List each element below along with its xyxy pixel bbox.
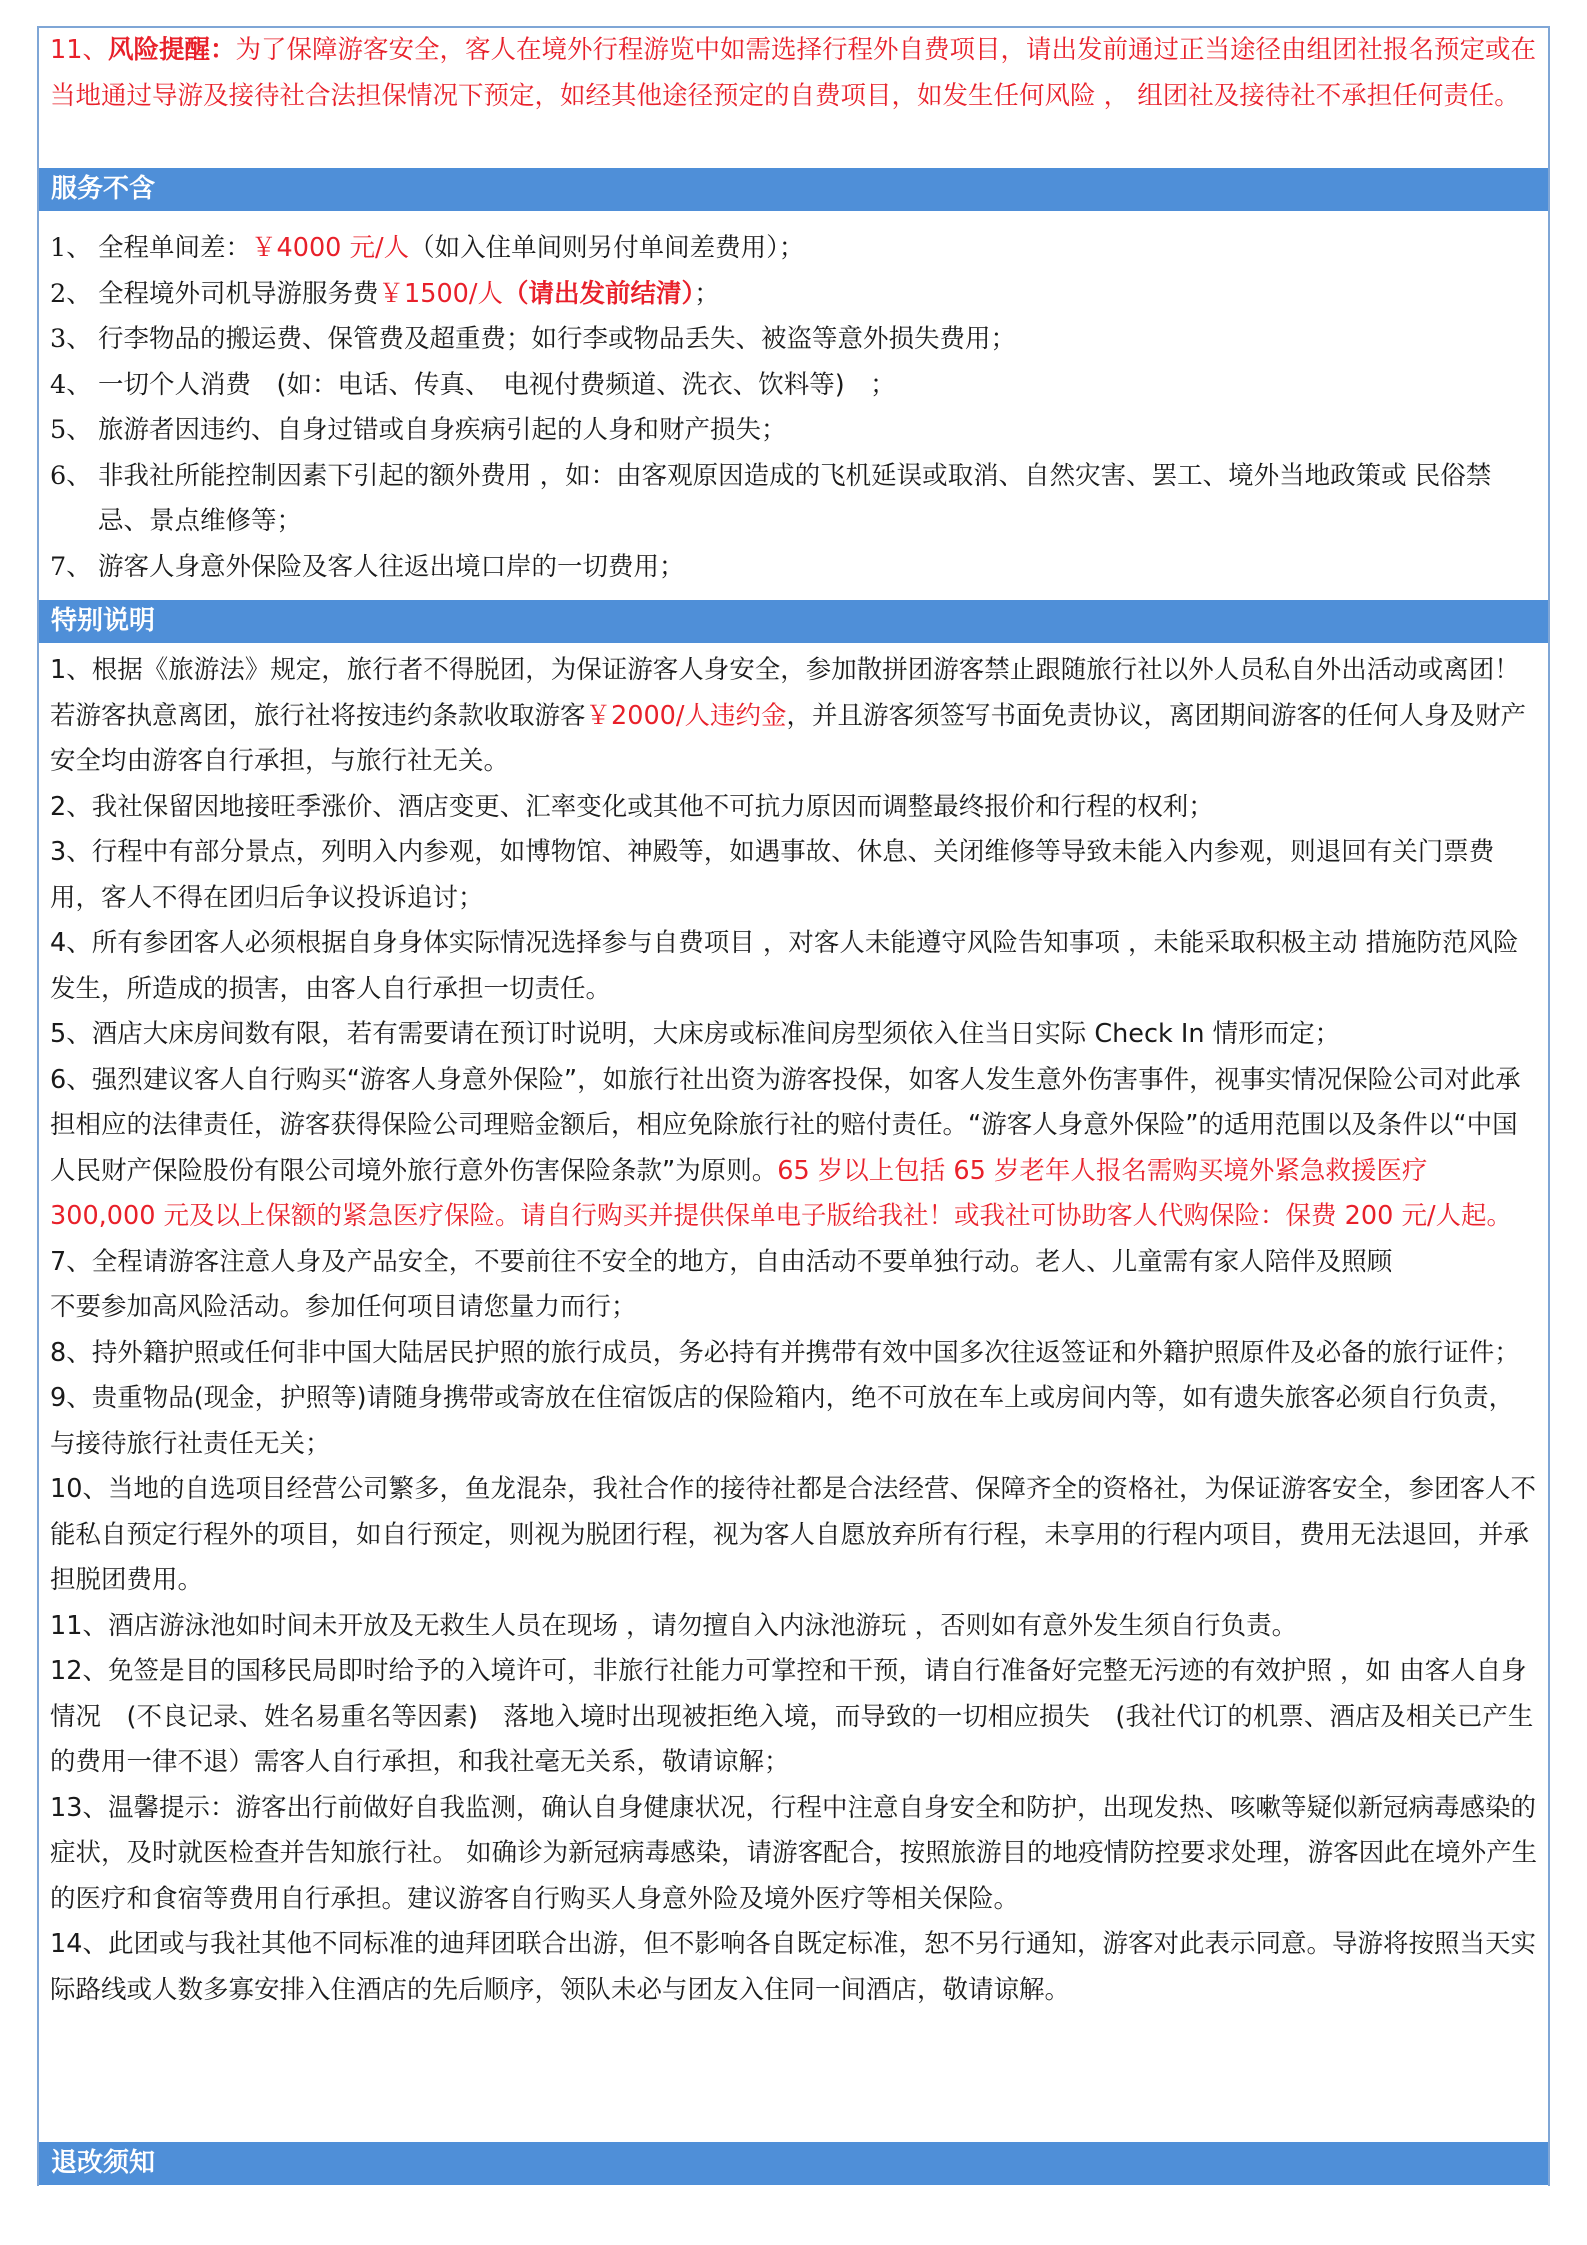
list-item: 4、 一切个人消费 (如：电话、传真、 电视付费频道、洗衣、饮料等) ； [50, 369, 896, 400]
note-13: 13、温馨提示：游客出行前做好自我监测，确认自身健康状况，行程中注意自身安全和防护，出现发热、咳嗽等疑似新冠病毒感染的症状，及时就医检查并告知旅行社。 如确诊为新冠病毒感染，请游客配合，按照旅游目的地疫情防控要求处理，游客因此在境外产生的医疗和食宿等费用自行承担。建议游客自行购买人身意外险及境外医疗等相关保险。 [50, 1792, 1538, 1914]
section-header-refund-policy: 退改须知 [39, 2142, 1548, 2185]
note-7a: 7、全程请游客注意人身及产品安全，不要前往不安全的地方，自由活动不要单独行动。老人、儿童需有家人陪伴及照顾 [50, 1246, 1393, 1277]
risk-notice-label: 风险提醒： [107, 35, 236, 65]
note-5: 5、酒店大床房间数有限，若有需要请在预订时说明，大床房或标准间房型须依入住当日实际 Check In 情形而定； [50, 1019, 1341, 1049]
note-10: 10、当地的自选项目经营公司繁多，鱼龙混杂，我社合作的接待社都是合法经营、保障齐全的资格社，为保证游客安全，参团客人不能私自预定行程外的项目，如自行预定，则视为脱团行程，视为客人自愿放弃所有行程，未享用的行程内项目，费用无法退回，并承担脱团费用。 [50, 1474, 1536, 1595]
section-header-not-included: 服务不含 [39, 168, 1548, 211]
note-8: 8、持外籍护照或任何非中国大陆居民护照的旅行成员，务必持有并携带有效中国多次往返签证和外籍护照原件及必备的旅行证件； [50, 1337, 1520, 1368]
special-notes [50, 648, 1538, 2013]
list-item: 2、 全程境外司机导游服务费￥1500/人（请出发前结清）； [50, 278, 720, 309]
note-12: 12、免签是目的国移民局即时给予的入境许可，非旅行社能力可掌控和干预，请自行准备好完整无污迹的有效护照 ，如 由客人自身情况 (不良记录、姓名易重名等因素) 落地入境时出现被拒绝入境，而导致的一切相应损失 (我社代订的机票、酒店及相关已产生的费用一律不退）需客人自行承担，和我社毫无关系，敬请谅解； [50, 1656, 1534, 1777]
note-7b: 不要参加高风险活动。参加任何项目请您量力而行； [50, 1292, 637, 1322]
note-1: 1、根据《旅游法》规定，旅行者不得脱团，为保证游客人身安全，参加散拼团游客禁止跟随旅行社以外人员私自外出活动或离团！若游客执意离团，旅行社将按违约条款收取游客￥2000/人违约金，并且游客须签写书面免责协议，离团期间游客的任何人身及财产安全均由游客自行承担，与旅行社无关。 [50, 655, 1527, 776]
note-3: 3、行程中有部分景点，列明入内参观，如博物馆、神殿等，如遇事故、休息、关闭维修等导致未能入内参观，则退回有关门票费用，客人不得在团归后争议投诉追讨； [50, 837, 1495, 913]
note-6: 6、强烈建议客人自行购买“游客人身意外保险”，如旅行社出资为游客投保，如客人发生意外伤害事件，视事实情况保险公司对此承担相应的法律责任，游客获得保险公司理赔金额后，相应免除旅行社的赔付责任。“游客人身意外保险”的适用范围以及条件以“中国人民财产保险股份有限公司境外旅行意外伤害保险条款”为原则。65 岁以上包括 65 岁老年人报名需购买境外紧急救援医疗 300,000 元及以上保额的紧急医疗保险。请自行购买并提供保单电子版给我社！或我社可协助客人代购保险：保费 200 元/人起。 [50, 1064, 1521, 1231]
list-item: 6、 非我社所能控制因素下引起的额外费用 ，如：由客观原因造成的飞机延误或取消、自然灾害、罢工、境外当地政策或 民俗禁忌、景点维修等； [50, 460, 1492, 536]
note-14: 14、此团或与我社其他不同标准的迪拜团联合出游，但不影响各自既定标准，恕不另行通知，游客对此表示同意。导游将按照当天实际路线或人数多寡安排入住酒店的先后顺序，领队未必与团友入住同一间酒店，敬请谅解。 [50, 1929, 1536, 2005]
risk-notice-number: 11、 [50, 35, 108, 65]
list-item: 7、 游客人身意外保险及客人往返出境口岸的一切费用； [50, 551, 685, 582]
risk-notice-text: 为了保障游客安全，客人在境外行程游览中如需选择行程外自费项目，请出发前通过正当途径由组团社报名预定或在当地通过导游及接待社合法担保情况下预定，如经其他途径预定的自费项目，如发生任何风险 ， 组团社及接待社不承担任何责任。 [50, 35, 1536, 111]
not-included-list [50, 226, 1538, 590]
list-item: 3、 行李物品的搬运费、保管费及超重费；如行李或物品丢失、被盗等意外损失费用； [50, 324, 1017, 354]
note-11: 11、酒店游泳池如时间未开放及无救生人员在现场 ，请勿擅自入内泳池游玩 ，否则如有意外发生须自行负责。 [50, 1610, 1298, 1641]
list-item: 5、 旅游者因违约、自身过错或自身疾病引起的人身和财产损失； [50, 415, 787, 445]
note-9: 9、贵重物品(现金，护照等)请随身携带或寄放在住宿饭店的保险箱内，绝不可放在车上或房间内等，如有遗失旅客必须自行负责，与接待旅行社责任无关； [50, 1383, 1515, 1459]
list-item: 1、 全程单间差：￥4000 元/人（如入住单间则另付单间差费用）； [50, 233, 805, 263]
note-2: 2、我社保留因地接旺季涨价、酒店变更、汇率变化或其他不可抗力原因而调整最终报价和行程的权利； [50, 791, 1214, 822]
section-header-special-notes: 特别说明 [39, 600, 1548, 643]
note-4: 4、所有参团客人必须根据自身身体实际情况选择参与自费项目 ，对客人未能遵守风险告知事项 ，未能采取积极主动 措施防范风险发生，所造成的损害，由客人自行承担一切责任。 [50, 928, 1519, 1004]
risk-notice [50, 28, 1538, 119]
